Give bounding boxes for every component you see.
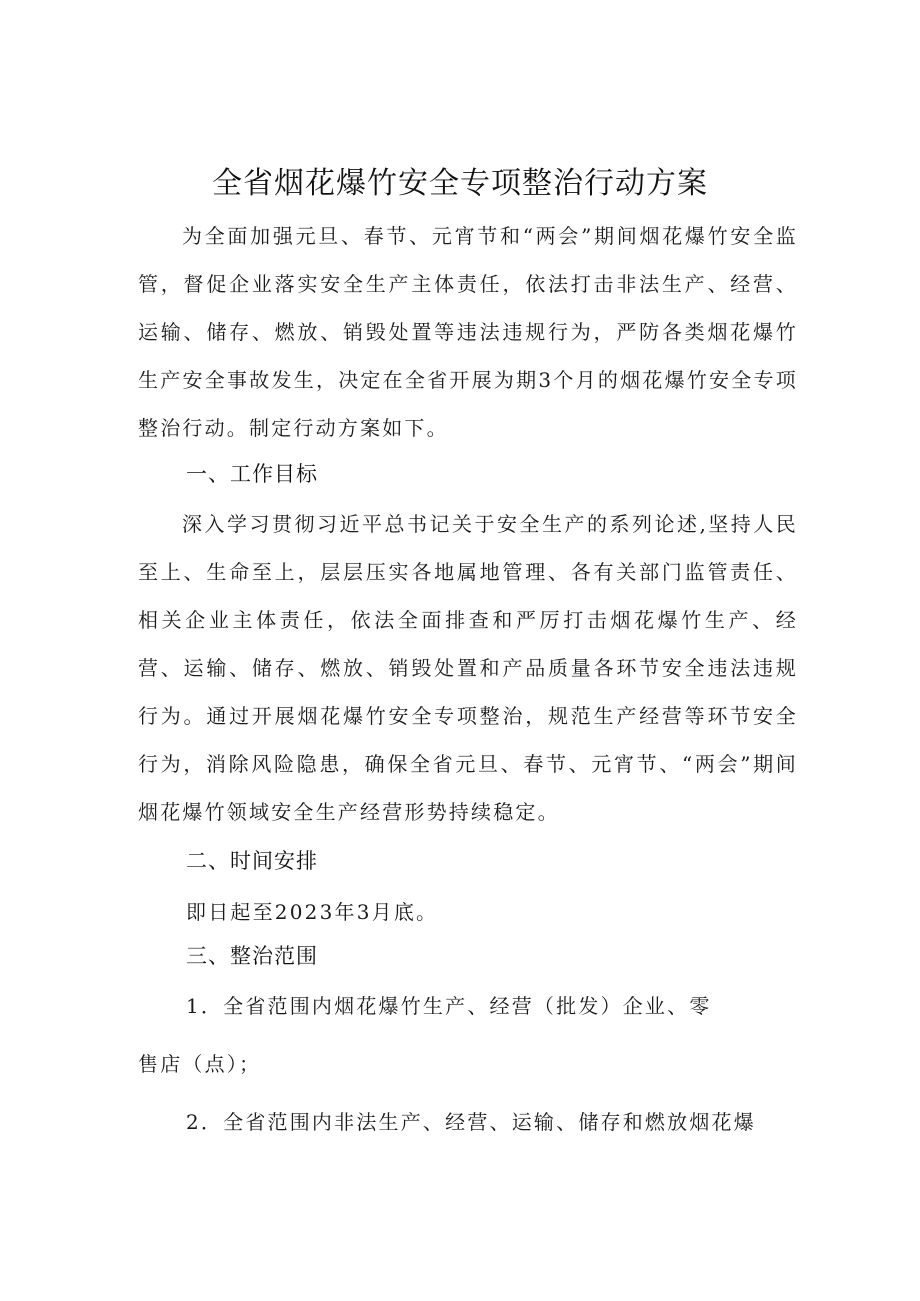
scope-item-1-line-1: 1．全省范围内烟花爆竹生产、经营（批发）企业、零 <box>186 994 712 1018</box>
scope-item-2-line-1: 2．全省范围内非法生产、经营、运输、储存和燃放烟花爆 <box>186 1110 756 1134</box>
document-title: 全省烟花爆竹安全专项整治行动方案 <box>212 166 708 202</box>
section-heading-scope: 三、整治范围 <box>186 944 318 968</box>
section-heading-goals: 一、工作目标 <box>186 462 318 486</box>
schedule-paragraph: 即日起至2023年3月底。 <box>186 900 439 924</box>
goals-paragraph: 深入学习贯彻习近平总书记关于安全生产的系列论述,坚持人民至上、生命至上，层层压实各地属地管理、各有关部门监管责任、相关企业主体责任，依法全面排查和严厉打击烟花爆竹生产、经营、运输、储存、燃放、销毁处置和产品质量各环节安全违法违规行为。通过开展烟花爆竹安全专项整治，规范生产经营等环节安全行为，消除风险隐患，确保全省元旦、春节、元宵节、“两会”期间烟花爆竹领域安全生产经营形势持续稳定。 <box>138 512 798 824</box>
intro-paragraph: 为全面加强元旦、春节、元宵节和“两会”期间烟花爆竹安全监管，督促企业落实安全生产主体责任，依法打击非法生产、经营、运输、储存、燃放、销毁处置等违法违规行为，严防各类烟花爆竹生产安全事故发生，决定在全省开展为期3个月的烟花爆竹安全专项整治行动。制定行动方案如下。 <box>138 224 798 440</box>
section-heading-schedule: 二、时间安排 <box>186 849 318 873</box>
scope-item-1-line-2: 售店（点）； <box>138 1052 262 1076</box>
